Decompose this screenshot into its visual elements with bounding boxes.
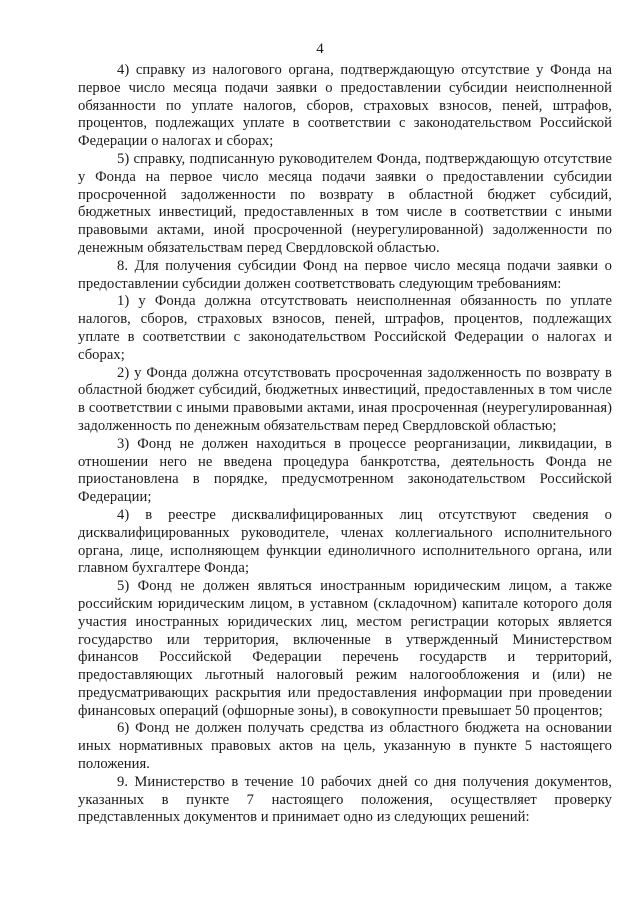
paragraph-section-9-ministry-review: 9. Министерство в течение 10 рабочих дней со дня получения документов, указанных в пункте 7 настоящего положения, осуществляет проверку представленных документов и принимает одно из следующих решений:	[78, 773, 612, 826]
paragraph-requirement-6-no-other-funds: 6) Фонд не должен получать средства из областного бюджета на основании иных нормативных правовых актов на цель, указанную в пункте 5 настоящего положения.	[78, 720, 612, 773]
paragraph-requirement-4-disqualified-registry: 4) в реестре дисквалифицированных лиц отсутствуют сведения о дисквалифицированных руководителе, членах коллегиального исполнительного органа, лице, исполняющем функции единоличного исполнительного органа, или главном бухгалтере Фонда;	[78, 506, 612, 577]
paragraph-item-4-tax-certificate: 4) справку из налогового органа, подтверждающую отсутствие у Фонда на первое число месяца подачи заявки о предоставлении субсидии неисполненной обязанности по уплате налогов, сборов, страховых взносов, пеней, штрафов, процентов, подлежащих уплате в соответствии с законодательством Российской Федерации о налогах и сборах;	[78, 62, 612, 150]
paragraph-requirement-2-no-overdue-debt: 2) у Фонда должна отсутствовать просроченная задолженность по возврату в областной бюджет субсидий, бюджетных инвестиций, предоставленных в том числе в соответствии с иными правовыми актами, иная просроченная (неурегулированная) задолженность по денежным обязательствам перед Свердловской областью;	[78, 364, 612, 434]
paragraph-requirement-5-not-foreign-entity: 5) Фонд не должен являться иностранным юридическим лицом, а также российским юридическим лицом, в уставном (складочном) капитале которого доля участия иностранных юридических лиц, местом регистрации которых является государство или территория, включенные в утвержденный Министерством финансов Российской Федерации перечень государств и территорий, предоставляющих льготный налоговый режим налогообложения и (или) не предусматривающих раскрытия или предоставления информации при проведении финансовых операций (офшорные зоны), в совокупности превышает 50 процентов;	[78, 578, 612, 719]
paragraph-requirement-3-no-reorganization: 3) Фонд не должен находиться в процессе реорганизации, ликвидации, в отношении него не введена процедура банкротства, деятельность Фонда не приостановлена в порядке, предусмотренном законодательством Российской Федерации;	[78, 435, 612, 506]
paragraph-item-5-director-certificate: 5) справку, подписанную руководителем Фонда, подтверждающую отсутствие у Фонда на первое число месяца подачи заявки о предоставлении субсидии просроченной задолженности по возврату в областной бюджет субсидий, бюджетных инвестиций, предоставленных в том числе в соответствии с иными правовыми актами, иной просроченной (неурегулированной) задолженности по денежным обязательствам перед Свердловской областью.	[78, 150, 612, 256]
page-number: 4	[316, 41, 324, 57]
paragraph-requirement-1-no-tax-debt: 1) у Фонда должна отсутствовать неисполненная обязанность по уплате налогов, сборов, страховых взносов, пеней, штрафов, процентов, подлежащих уплате в соответствии с законодательством Российской Федерации о налогах и сборах;	[78, 293, 612, 363]
document-body	[78, 62, 612, 827]
paragraph-section-8-requirements: 8. Для получения субсидии Фонд на первое число месяца подачи заявки о предоставлении субсидии должен соответствовать следующим требованиям:	[78, 257, 612, 292]
